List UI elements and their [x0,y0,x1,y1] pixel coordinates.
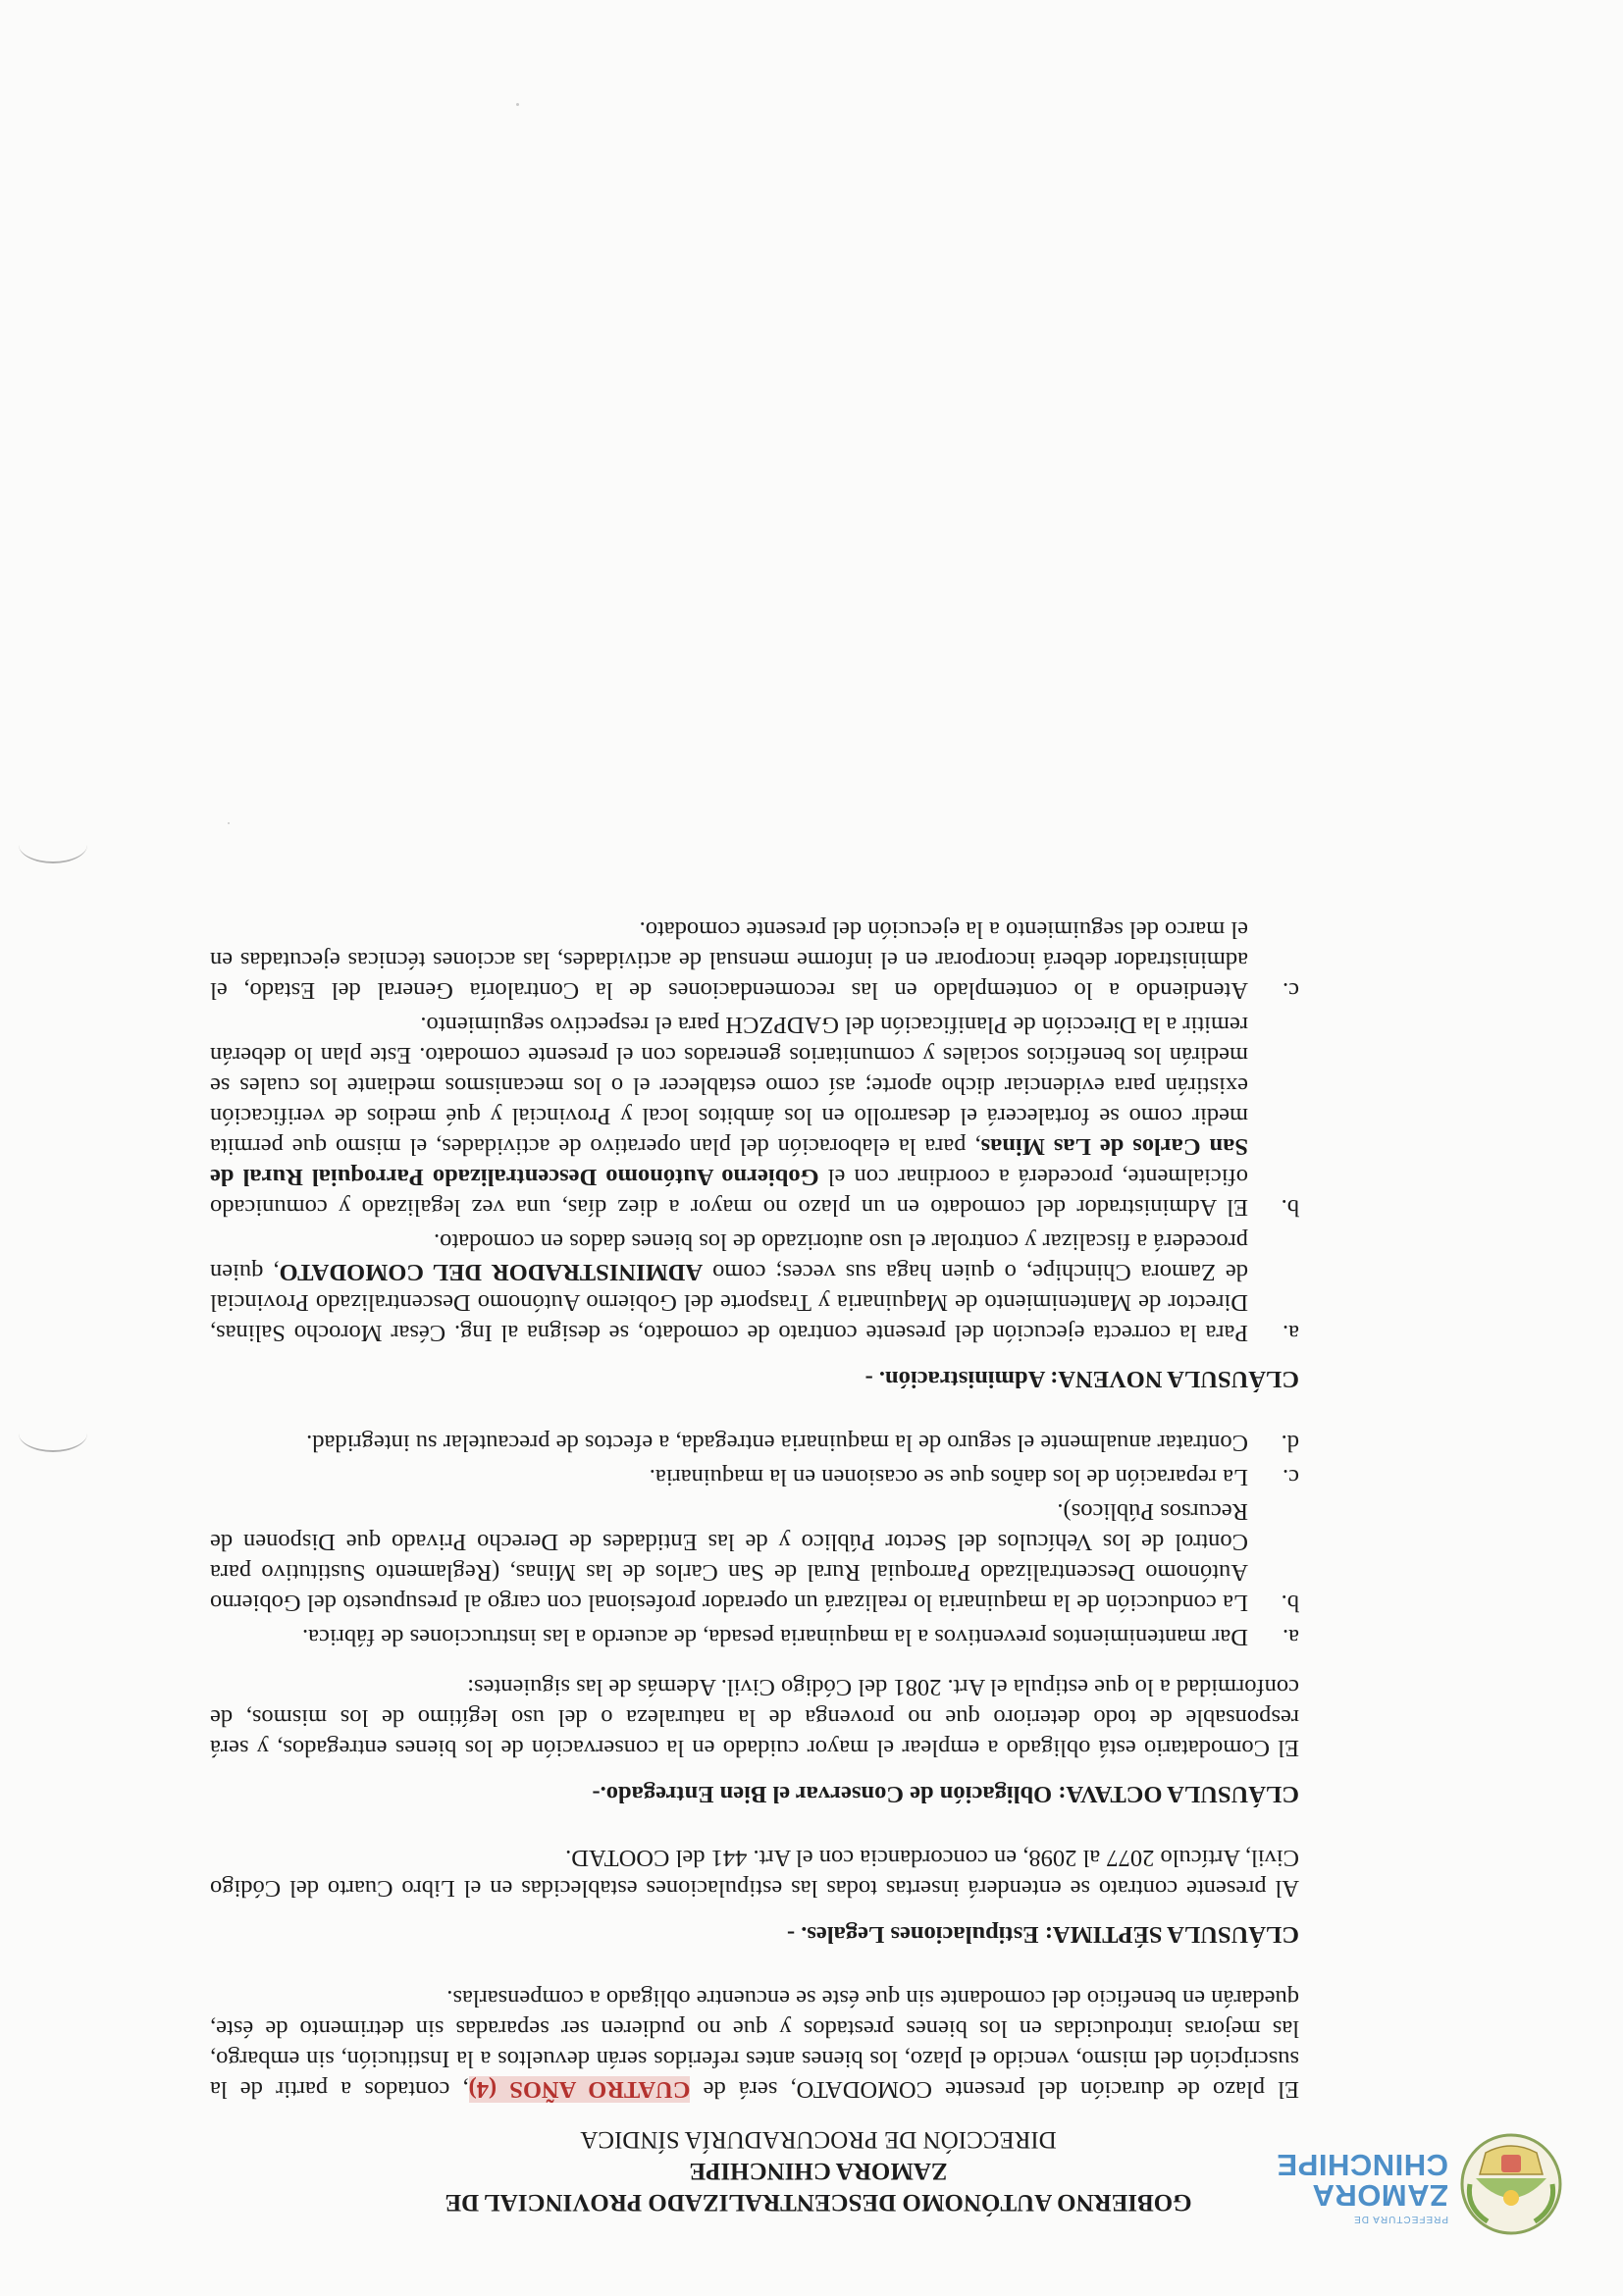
list-item-text: Dar mantenimientos preventivos a la maquinaria pesada, de acuerdo a las instrucciones de fábrica. [302,1624,1248,1650]
list-item-text: La reparación de los daños que se ocasionen en la maquinaria. [649,1464,1248,1490]
org-name-line-1: GOBIERNO AUTÓNOMO DESCENTRALIZADO PROVINCIAL DE [445,2189,1192,2216]
list-item-text: La conducción de la maquinaria lo realizará un operador profesional con cargo al presupuesto del Gobierno Autónomo Descentralizado Parroquial Rural de San Carlos de las Minas, (Reglamento Sustitutivo para Control de los Vehículos del Sector Público y de las Entidades de Derecho Privado que Disponen de Recursos Públicos). [210,1498,1248,1616]
list-item [210,1496,1299,1618]
brand-wordmark [1276,2148,1448,2224]
term-text-end: , contados a partir de la suscripción del mismo, vencido el plazo, los bienes antes referidos serán devueltos a la Institución, sin embargo, las mejoras introducidas en los bienes prestados y que no pudieren ser separadas sin detrimento de éste, quedarán en beneficio del comodante sin que éste se encuentre obligado a compensarlas. [209,1985,1299,2103]
document-header [338,2123,1299,2218]
department-name: DIRECCIÓN DE PROCURADURÍA SÍNDICA [580,2126,1057,2153]
hole-punch-mark [19,1415,87,1452]
administrator-title: ADMINISTRADOR DEL COMODATO [279,1259,704,1285]
list-item [210,1428,1299,1458]
term-duration-highlight: CUATRO AÑOS (4) [468,2076,691,2103]
list-item [210,1462,1299,1492]
list-item-text: Para la correcta ejecución del presente contrato de comodato, se designa al Ing. César Morocho Salinas, Director de Mantenimiento de Maquinaria y Trasporte del Gobierno Autónomo Descentralizado Provincial de Zamora Chinchipe, o quien haga sus veces; como [210,1259,1248,1346]
brand-line-1: ZAMORA [1311,2178,1448,2213]
list-marker: b. [1281,1590,1299,1616]
clause-9-list [210,914,1299,1348]
scan-speck [228,822,230,824]
list-item-text: Atendiendo a lo contemplado en las recomendaciones de la Contraloría General del Estado, el administrador deberá incorporar en el informe mensual de actividades, las acciones técnicas ejecutadas en el marco del seguimiento a la ejecución del presente comodato. [210,916,1248,1004]
clause-8-title: CLÁUSULA OCTAVA: Obligación de Conservar el Bien Entregado.- [592,1781,1299,1807]
list-item-text: , quien procederá a fiscalizar y controlar el uso autorizado de los bienes dados en comodato. [210,1228,1248,1285]
brand-line-2: CHINCHIPE [1276,2148,1448,2182]
list-marker: c. [1283,1464,1299,1490]
clause-8-list [210,1428,1299,1652]
list-marker: c. [1283,977,1299,1004]
list-marker: d. [1281,1430,1299,1456]
list-marker: b. [1281,1194,1299,1221]
hole-punch-mark [19,826,87,863]
document-body [210,895,1299,2105]
brand-small-label: PREFECTURA DE [1353,2214,1448,2224]
list-item [210,1226,1299,1348]
list-item [210,1622,1299,1652]
prefectura-logo [1276,2129,1564,2237]
clause-9-title: CLÁUSULA NOVENA: Administración. - [864,1366,1299,1392]
coat-of-arms-icon [1458,2131,1564,2237]
list-item [210,914,1299,1006]
term-text-start: El plazo de duración del presente COMODATO, será de [690,2076,1299,2103]
list-item-text: , para la elaboración del plan operativo de actividades, el mismo que permita medir como se fortalecerá el desarrollo en los ámbitos local y Provincial y qué medios de verificación existirán para evidenciar dicho aporte; así como establecer el o los mecanismos mediante los cuales se medirán los beneficios sociales y comunitarios generados con el presente comodato. Este plan lo deberán remitir a la Dirección de Planificación del GADPZCH para el respectivo seguimiento. [210,1012,1248,1160]
clause-7-text: Al presente contrato se entenderá insertas todas las estipulaciones establecidas en el Libro Cuarto del Código Civil, Artículo 2077 al 2098, en concordancia con el Art. 441 del COOTAD. [210,1845,1299,1902]
clause-8-text: El Comodatario está obligado a emplear el mayor cuidado en la conservación de los bienes entregados, y será responsable de todo deterioro que no provenga de la naturaleza o del uso legítimo de los mismos, de conformidad a lo que estipula el Art. 2081 del Código Civil. Además de las siguientes: [210,1674,1299,1761]
clause-7-title: CLÁUSULA SÉPTIMA: Estipulaciones Legales. - [786,1921,1299,1948]
term-paragraph [210,1983,1299,2105]
list-item-text: El Administrador del comodato en un plazo no mayor a diez días, una vez legalizado y comunicado oficialmente, procederá a coordinar con el [210,1164,1248,1221]
list-item [210,1010,1299,1223]
org-name-line-2: ZAMORA CHINCHIPE [689,2158,948,2184]
parish-government-name: Gobierno Autónomo Descentralizado Parroquial Rural de San Carlos de Las Minas [210,1133,1248,1190]
scan-speck [516,103,519,106]
list-marker: a. [1283,1320,1299,1346]
list-item-text: Contratar anualmente el seguro de la maquinaria entregada, a efectos de precautelar su integridad. [306,1430,1248,1456]
list-marker: a. [1283,1624,1299,1650]
